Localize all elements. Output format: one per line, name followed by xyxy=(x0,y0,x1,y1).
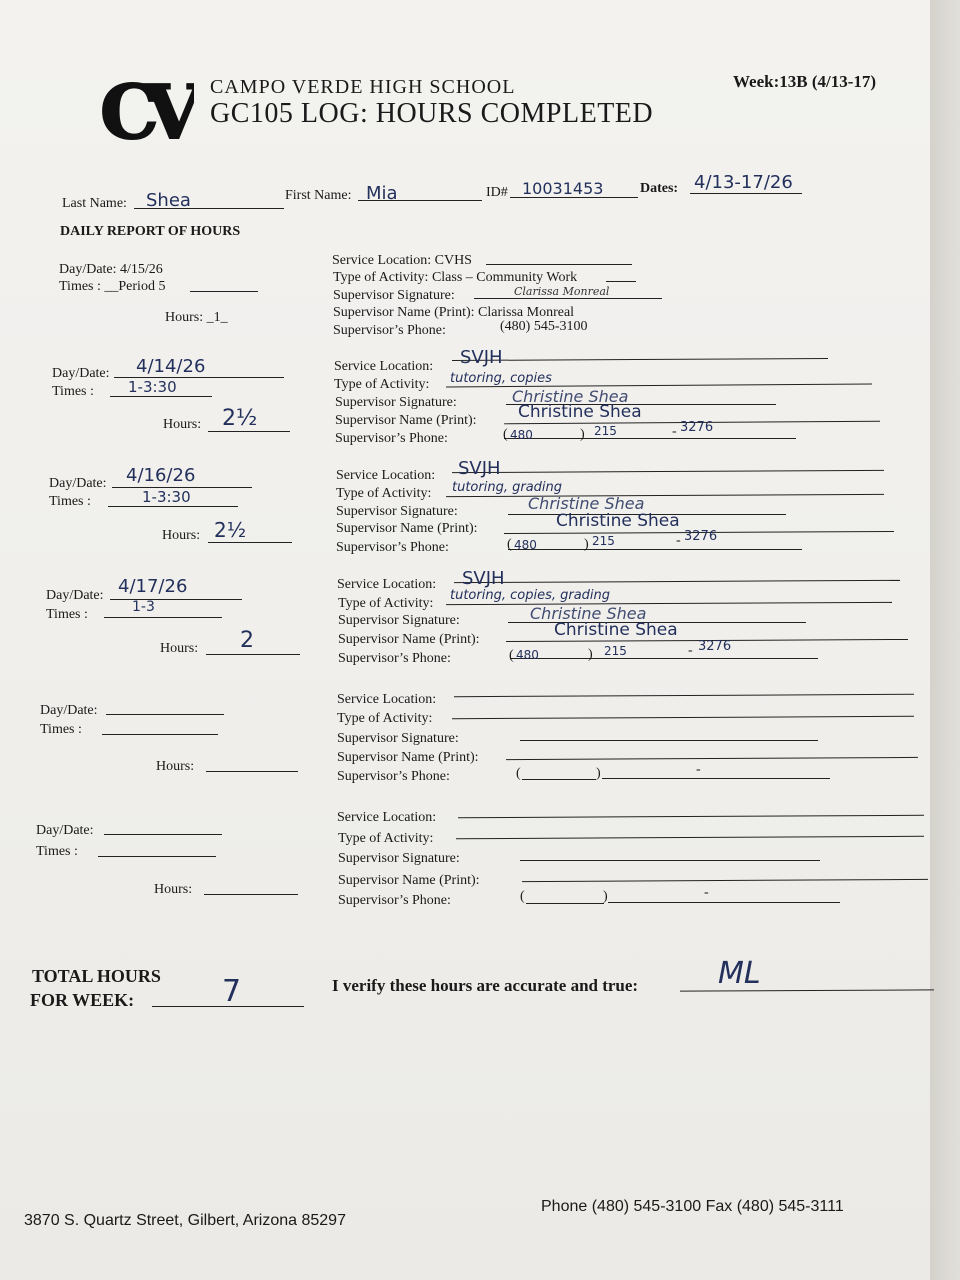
entry1-hours-label: Hours: xyxy=(163,417,202,432)
entry5-day-date-label: Day/Date: xyxy=(36,823,94,838)
example-times: Times : __Period 5 xyxy=(59,279,166,294)
entry5-signature-label: Supervisor Signature: xyxy=(338,851,460,866)
entry3-hours-label: Hours: xyxy=(160,641,199,656)
entry2-supervisor-name[interactable]: Christine Shea xyxy=(556,511,680,531)
school-logo xyxy=(98,72,194,150)
verify-initials[interactable]: ML xyxy=(718,956,761,991)
entry3-activity-label: Type of Activity: xyxy=(338,596,434,611)
entry3-day-date-label: Day/Date: xyxy=(46,588,104,603)
entry2-day-date[interactable]: 4/16/26 xyxy=(126,465,196,486)
entry5-activity-label: Type of Activity: xyxy=(338,831,434,846)
entry3-times[interactable]: 1-3 xyxy=(132,599,155,615)
example-signature-label: Supervisor Signature: xyxy=(333,288,455,303)
dates-label: Dates: xyxy=(640,181,679,196)
id-label: ID# xyxy=(486,185,508,200)
entry1-phone-label: Supervisor’s Phone: xyxy=(335,431,448,446)
entry4-times-label: Times : xyxy=(40,722,82,737)
daily-report-title: DAILY REPORT OF HOURS xyxy=(60,224,241,239)
last-name-value[interactable]: Shea xyxy=(146,190,191,211)
form-title: GC105 LOG: HOURS COMPLETED xyxy=(210,98,654,129)
entry1-phone-area[interactable]: 480 xyxy=(510,428,533,442)
entry3-activity[interactable]: tutoring, copies, grading xyxy=(450,588,611,603)
example-type-of-activity: Type of Activity: Class – Community Work xyxy=(333,270,578,285)
entry2-supervisor-name-label: Supervisor Name (Print): xyxy=(336,521,478,536)
entry2-hours-label: Hours: xyxy=(162,528,201,543)
entry2-activity[interactable]: tutoring, grading xyxy=(452,480,563,495)
entry2-service-location-label: Service Location: xyxy=(336,468,436,483)
entry1-signature[interactable]: Christine Shea xyxy=(512,387,629,406)
entry4-service-location-label: Service Location: xyxy=(337,692,437,707)
entry1-phone-prefix[interactable]: 215 xyxy=(594,424,617,438)
total-hours-value[interactable]: 7 xyxy=(222,974,242,1009)
entry3-day-date[interactable]: 4/17/26 xyxy=(118,576,188,597)
entry1-times-label: Times : xyxy=(52,384,94,399)
total-hours-label-line1: TOTAL HOURS xyxy=(32,966,161,986)
entry2-day-date-label: Day/Date: xyxy=(49,476,107,491)
entry5-service-location-label: Service Location: xyxy=(337,810,437,825)
last-name-label: Last Name: xyxy=(62,196,127,211)
entry3-phone-area[interactable]: 480 xyxy=(516,648,539,662)
entry2-times[interactable]: 1-3:30 xyxy=(142,488,191,506)
entry4-activity-label: Type of Activity: xyxy=(337,711,433,726)
entry3-phone-line[interactable]: 3276 xyxy=(698,639,732,654)
entry1-activity-label: Type of Activity: xyxy=(334,377,430,392)
example-service-location: Service Location: CVHS xyxy=(332,253,472,268)
entry5-hours-label: Hours: xyxy=(154,882,193,897)
entry1-service-location[interactable]: SVJH xyxy=(460,347,503,368)
example-phone: (480) 545-3100 xyxy=(500,319,588,334)
entry1-day-date-label: Day/Date: xyxy=(52,366,110,381)
entry2-signature-label: Supervisor Signature: xyxy=(336,504,458,519)
verify-statement: I verify these hours are accurate and true: xyxy=(332,976,639,995)
footer-address: 3870 S. Quartz Street, Gilbert, Arizona 85297 xyxy=(24,1212,346,1229)
entry2-times-label: Times : xyxy=(49,494,91,509)
entry3-signature[interactable]: Christine Shea xyxy=(530,604,647,623)
entry3-phone-label: Supervisor’s Phone: xyxy=(338,651,451,666)
entry3-service-location-label: Service Location: xyxy=(337,577,437,592)
entry2-phone-line[interactable]: 3276 xyxy=(684,529,718,544)
entry3-signature-label: Supervisor Signature: xyxy=(338,613,460,628)
entry3-service-location[interactable]: SVJH xyxy=(462,568,505,589)
entry1-day-date[interactable]: 4/14/26 xyxy=(136,356,206,377)
total-hours-label-line2: FOR WEEK: xyxy=(30,990,135,1010)
entry3-hours[interactable]: 2 xyxy=(240,628,254,653)
entry3-times-label: Times : xyxy=(46,607,88,622)
dates-value[interactable]: 4/13-17/26 xyxy=(694,172,793,193)
entry5-phone-label: Supervisor’s Phone: xyxy=(338,893,451,908)
footer-phone-fax: Phone (480) 545-3100 Fax (480) 545-3111 xyxy=(541,1198,844,1215)
example-phone-label: Supervisor’s Phone: xyxy=(333,323,446,338)
entry4-phone-label: Supervisor’s Phone: xyxy=(337,769,450,784)
entry2-signature[interactable]: Christine Shea xyxy=(528,494,645,513)
entry4-signature-label: Supervisor Signature: xyxy=(337,731,459,746)
example-day-date: Day/Date: 4/15/26 xyxy=(59,262,163,277)
student-id-value[interactable]: 10031453 xyxy=(522,179,604,198)
entry2-phone-label: Supervisor’s Phone: xyxy=(336,540,449,555)
entry2-phone-prefix[interactable]: 215 xyxy=(592,534,615,548)
example-signature: Clarissa Monreal xyxy=(514,285,610,298)
example-hours: Hours: _1_ xyxy=(165,310,228,325)
week-label: Week:13B (4/13-17) xyxy=(733,72,877,91)
entry3-supervisor-name-label: Supervisor Name (Print): xyxy=(338,632,480,647)
entry1-supervisor-name-label: Supervisor Name (Print): xyxy=(335,413,477,428)
entry2-service-location[interactable]: SVJH xyxy=(458,458,501,479)
entry2-phone-area[interactable]: 480 xyxy=(514,538,537,552)
entry2-hours[interactable]: 2½ xyxy=(214,518,247,542)
entry5-times-label: Times : xyxy=(36,844,78,859)
school-name: CAMPO VERDE HIGH SCHOOL xyxy=(210,76,516,98)
entry1-supervisor-name[interactable]: Christine Shea xyxy=(518,402,642,422)
entry1-signature-label: Supervisor Signature: xyxy=(335,395,457,410)
entry1-service-location-label: Service Location: xyxy=(334,359,434,374)
entry2-activity-label: Type of Activity: xyxy=(336,486,432,501)
first-name-label: First Name: xyxy=(285,188,352,203)
entry4-day-date-label: Day/Date: xyxy=(40,703,98,718)
hours-log-form: CV CAMPO VERDE HIGH SCHOOL GC105 LOG: HOURS COMPLETED Week:13B (4/13-17) Last Name: Shea First Name: Mia ID# 10031453 Dates: 4/13-17/26 DAILY REPORT OF HOURS Day/Date: 4/15/26 Times : __Period 5 Hours: _1_ Service Location: CVHS Type of Activity: Class – Community Work Supervisor Signature: Clarissa Monreal Supervisor Name (Print): Clarissa Monreal Supervisor’s Phone: (480) 545-3100 Day/Date: 4/14/26 Times : 1-3:30 Hours: 2½ Service Location: SVJH Type of Activity: tutoring, copies Supervisor Signature: Christine Shea Supervisor Name (Print): Christine Shea Supervisor’s Phone: ( 480 ) 215 - 3276 Day/Date: 4/16/26 Times : 1-3:30 Hours: 2½ Service Location: SVJH Type of Activity: tutoring, grading Supervisor Signature: Christine Shea Supervisor Name (Print): Christine Shea Supervisor’s Phone: ( 480 ) 215 - 3276 Day/Date: 4/17/26 Times : 1-3 Hours: 2 Service Location: SVJH Type of Activity: tutoring, copies, grading Supervisor Signature: Christine Shea Supervisor Name (Print): Christine Shea Supervisor’s Phone: ( 480 ) 215 - 3276 Day/Date: Times : Hours: Service Location: Type of Activity: Supervisor Signature: Supervisor Name (Print): Supervisor’s Phone: ( ) - Day/Date: Times : Hours: Service Location: Type of Activity: Supervisor Signature: Supervisor Name (Print): Supervisor’s Phone: ( ) - TOTAL HOURS FOR WEEK: 7 I verify these hours are accurate and true: ML 3870 S. Quartz Street, Gilbert, Arizona 85297 Phone (480) 545-3100 Fax (480) 545-3111 xyxy=(0,0,930,1280)
entry1-hours[interactable]: 2½ xyxy=(222,406,258,431)
first-name-value[interactable]: Mia xyxy=(366,183,398,204)
entry1-activity[interactable]: tutoring, copies xyxy=(450,371,552,386)
example-supervisor-name: Supervisor Name (Print): Clarissa Monreal xyxy=(333,305,575,320)
entry3-supervisor-name[interactable]: Christine Shea xyxy=(554,620,678,640)
logo-letters: CV xyxy=(100,72,189,150)
entry3-phone-prefix[interactable]: 215 xyxy=(604,644,627,658)
entry5-supervisor-name-label: Supervisor Name (Print): xyxy=(338,873,480,888)
entry1-times[interactable]: 1-3:30 xyxy=(128,378,177,396)
entry4-supervisor-name-label: Supervisor Name (Print): xyxy=(337,750,479,765)
entry1-phone-line[interactable]: 3276 xyxy=(680,420,714,435)
entry4-hours-label: Hours: xyxy=(156,759,195,774)
